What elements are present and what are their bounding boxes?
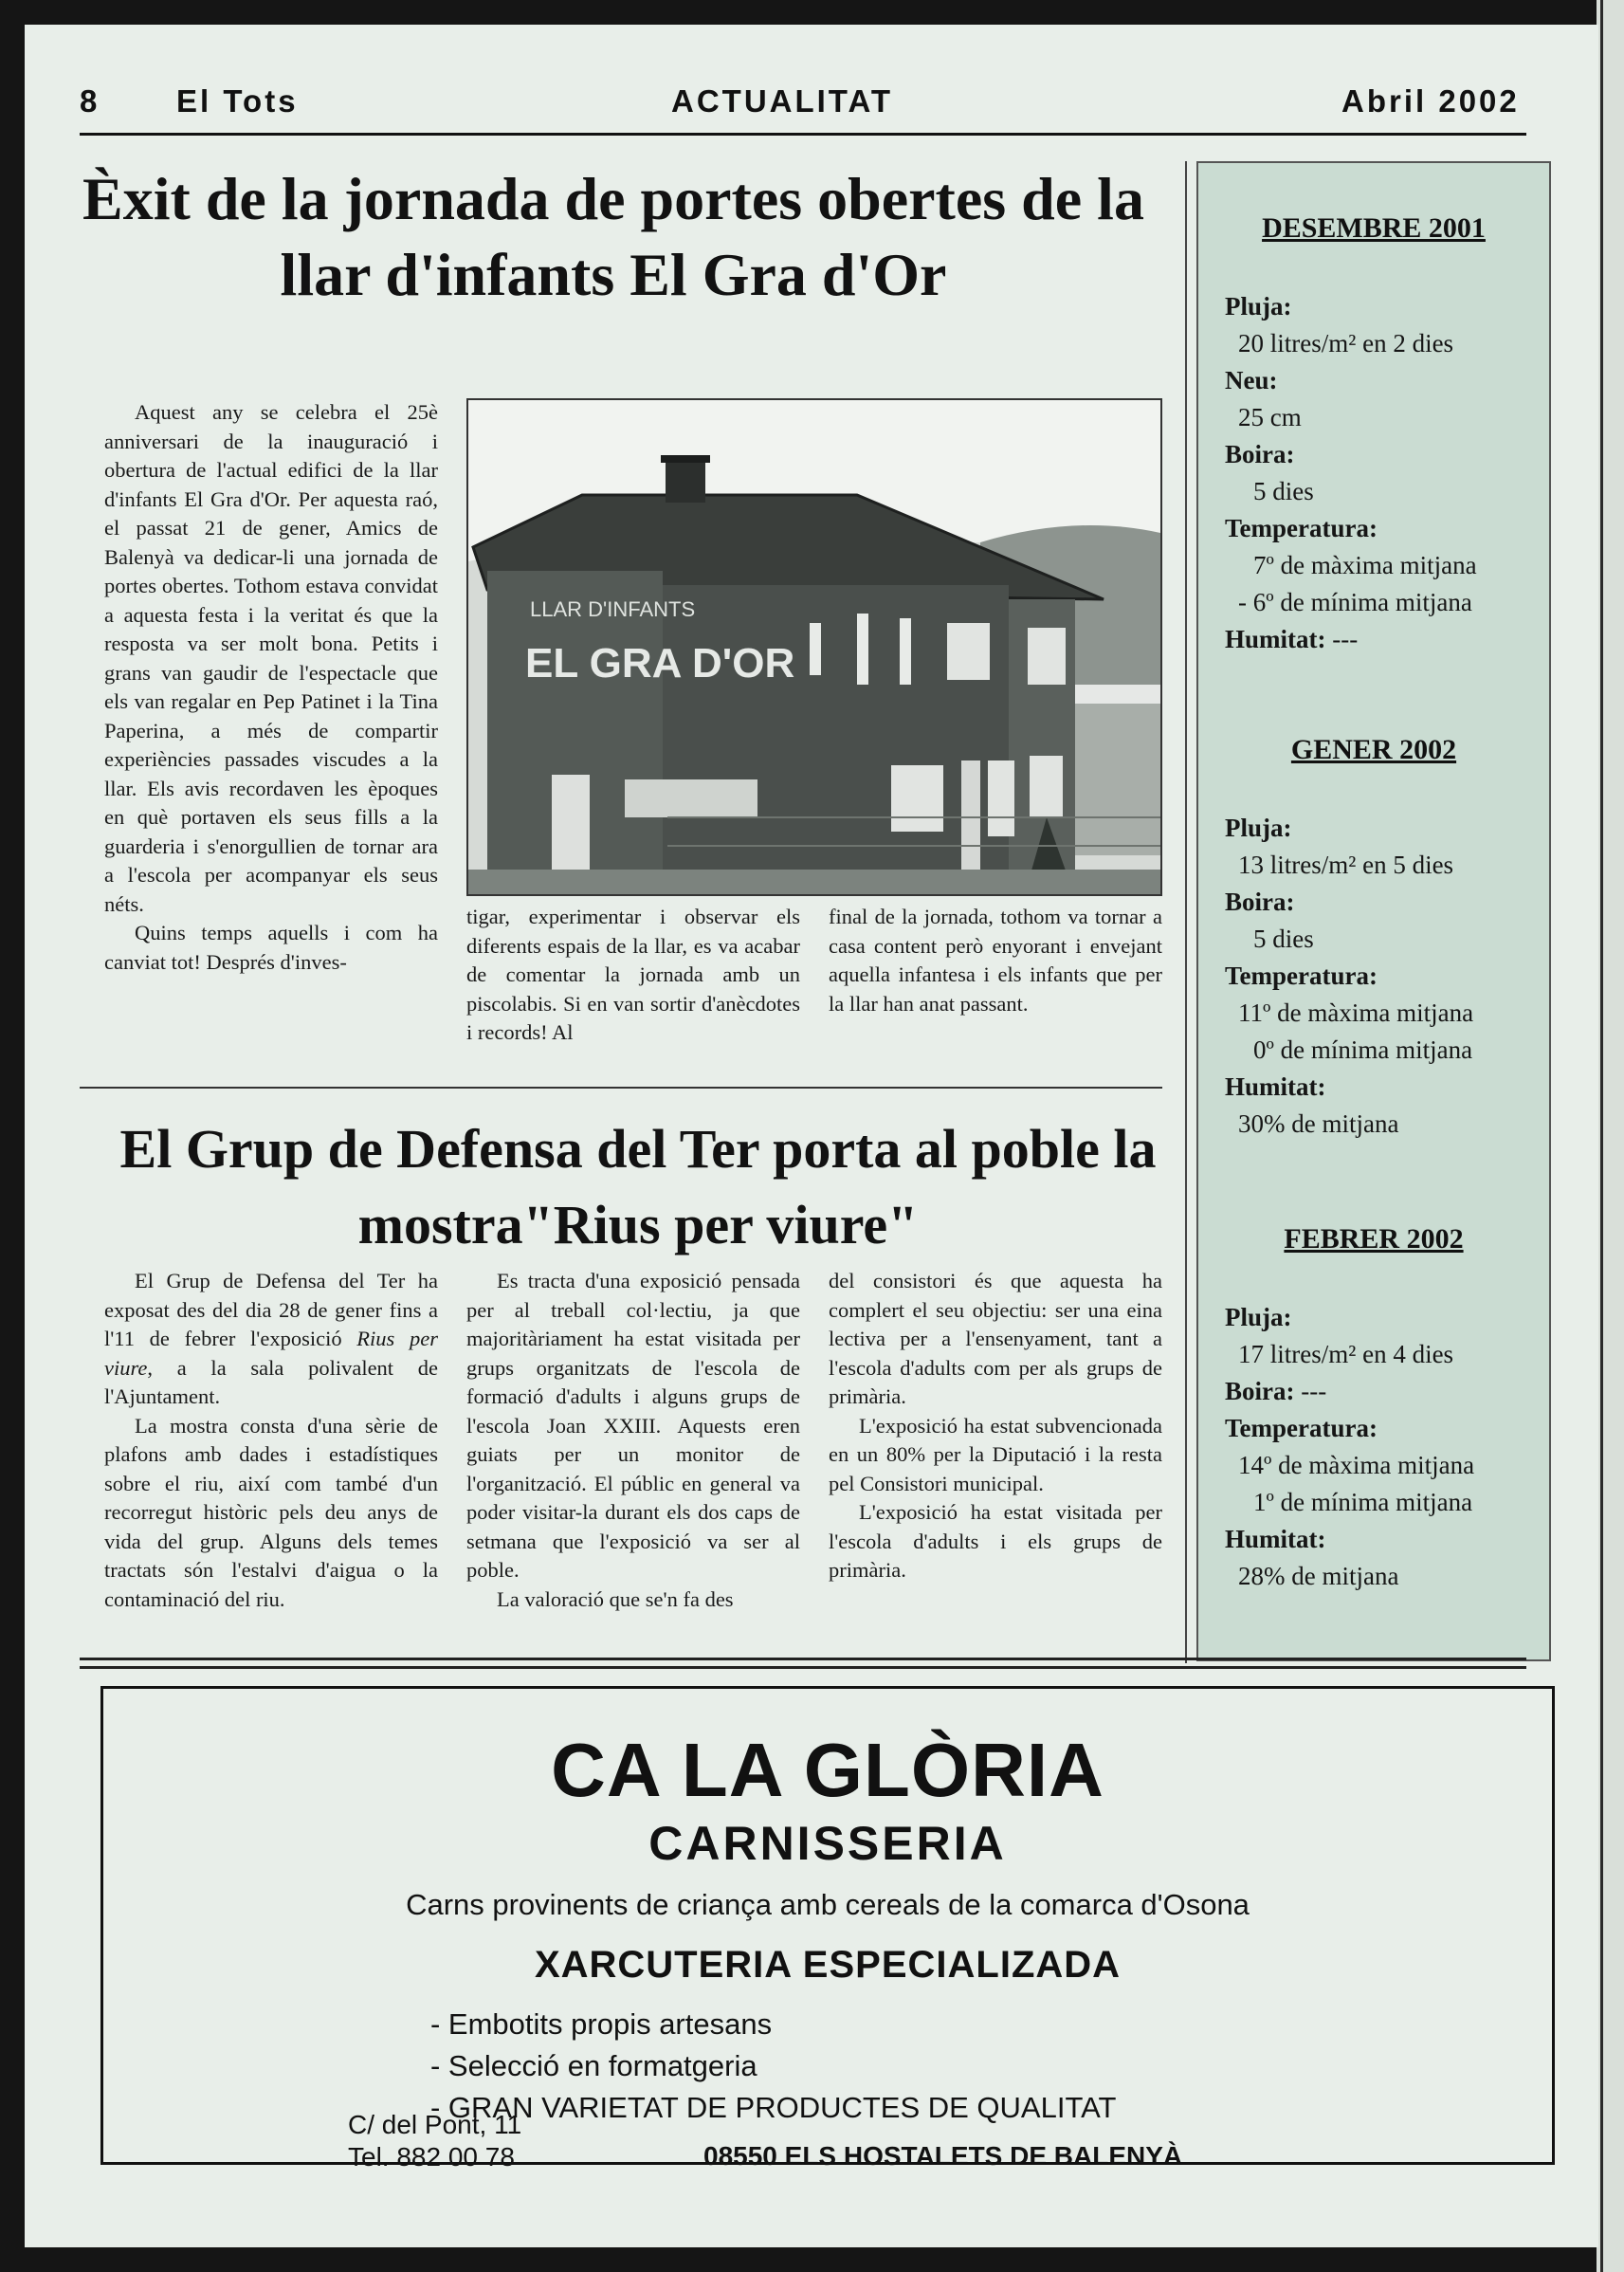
product-list [430, 2004, 1116, 2129]
ad-top-rule [80, 1658, 1526, 1660]
pluja-value: 20 litres/m² en 2 dies [1238, 329, 1454, 357]
article2-column-1 [104, 1267, 438, 1614]
pluja-label: Pluja: [1225, 814, 1292, 842]
month-heading-desembre: DESEMBRE 2001 [1262, 212, 1486, 244]
weather-list-gener [1225, 810, 1547, 1143]
temp-max-value: 14º de màxima mitjana [1238, 1451, 1475, 1479]
article1-paragraph: Quins temps aquells i com ha canviat tot! Després d'inves- [104, 921, 438, 974]
article2-column-3 [829, 1267, 1162, 1585]
butcher-advertisement [100, 1686, 1555, 2171]
section-name: ACTUALITAT [671, 83, 894, 119]
month-heading-febrer: FEBRER 2002 [1284, 1223, 1464, 1255]
boira-value: --- [1301, 1377, 1327, 1405]
adjacent-page-edge [1597, 0, 1624, 2272]
article1-headline: Èxit de la jornada de portes obertes de la llar d'infants El Gra d'Or [82, 165, 1144, 308]
article2-column-2 [466, 1267, 800, 1614]
shop-name: CA LA GLÒRIA [551, 1728, 1104, 1812]
weather-sidebar [1196, 161, 1551, 1661]
boira-value: 5 dies [1253, 477, 1314, 505]
column-rule [1185, 161, 1187, 1663]
temperatura-label: Temperatura: [1225, 1414, 1378, 1442]
pluja-value: 13 litres/m² en 5 dies [1238, 851, 1454, 879]
magazine-page [25, 25, 1598, 2247]
boira-value: 5 dies [1253, 925, 1314, 953]
photo-sign-line1: LLAR D'INFANTS [530, 597, 696, 621]
shop-phone: Tel. 882 00 78 [348, 2142, 515, 2171]
article1-paragraph: final de la jornada, tothom va tornar a casa content però enyorant i envejant aquella infantesa i els infants que per la llar han anat passant. [829, 905, 1162, 1016]
month-heading-gener: GENER 2002 [1290, 734, 1457, 765]
article2-text: El Grup de Defensa del Ter ha exposat des del dia 28 de gener fins a l'11 de febrer l'exposició [104, 1269, 438, 1350]
article2-paragraph: La valoració que se'n fa des [497, 1586, 734, 1611]
article1-paragraph: Aquest any se celebra el 25è anniversari de la inauguració i obertura de l'actual edifici de la llar d'infants El Gra d'Or. Per aquesta raó, el passat 21 de gener, Amics de Balenyà va dedicar-li una jornada de portes obertes. Tothom estava convidat a aquesta festa i la veritat és que la resposta va ser molt bona. Petits i grans van gaudir de l'espectacle que els van regalar en Pep Patinet i la Tina Paperina, a més de compartir experiències passades viscudes a la llar. Els avis recordaven les èpoques en què portaven els seus fills a la guarderia i s'enorgullien de tornar ara a l'escola per acompanyar els seus néts. [104, 400, 438, 916]
header-rule [80, 133, 1526, 136]
shop-specialty: XARCUTERIA ESPECIALIZADA [534, 1944, 1122, 1986]
article2-paragraph: Es tracta d'una exposició pensada per al treball col·lectiu, ja que majoritàriament ha estat visitada per grups organitzats de l'escola de formació d'adults i alguns grups de l'escola Joan XXIII. Aquests eren guiats per un monitor de l'organització. El públic en general va poder visitar-la durant els dos caps de setmana que l'exposició va ser al poble. [466, 1269, 800, 1582]
article2-paragraph: La mostra consta d'una sèrie de plafons amb dades i estadístiques sobre el riu, així com també d'un recorregut històric pels deu anys de vida del grup. Alguns dels temes tractats són l'estalvi d'aigua o la contaminació del riu. [104, 1413, 438, 1611]
boira-label: Boira: [1225, 888, 1295, 916]
article1-paragraph: tigar, experimentar i observar els diferents espais de la llar, es va acabar de comentar la jornada amb un piscolabis. Si en van sortir d'anècdotes i records! Al [466, 905, 800, 1044]
article1-column-3 [829, 903, 1162, 1018]
shop-tagline: Carns provinents de criança amb cereals de la comarca d'Osona [406, 1888, 1250, 1921]
product-item: - Selecció en formatgeria [430, 2049, 757, 2082]
boira-label: Boira: [1225, 1377, 1295, 1405]
temperatura-label: Temperatura: [1225, 962, 1378, 990]
article2-paragraph [104, 1267, 438, 1412]
humitat-value: --- [1332, 625, 1359, 653]
humitat-label: Humitat: [1225, 625, 1326, 653]
pluja-label: Pluja: [1225, 292, 1292, 321]
article2-paragraph: L'exposició ha estat subvencionada en un 80% per la Diputació i la resta pel Consistori municipal. [829, 1413, 1162, 1495]
neu-label: Neu: [1225, 366, 1278, 394]
temp-min-value: 0º de mínima mitjana [1253, 1035, 1473, 1064]
humitat-row [1225, 621, 1547, 658]
product-item: - GRAN VARIETAT DE PRODUCTES DE QUALITAT [430, 2091, 1117, 2124]
article2-headline: El Grup de Defensa del Ter porta al poble la mostra"Rius per viure" [119, 1118, 1157, 1255]
issue-date: Abril 2002 [1341, 83, 1520, 119]
photo-sign-line2: EL GRA D'OR [525, 640, 795, 687]
humitat-label: Humitat: [1225, 1525, 1326, 1553]
pluja-value: 17 litres/m² en 4 dies [1238, 1340, 1454, 1368]
article1-column-2 [466, 903, 800, 1048]
article2-text: , a la sala polivalent de l'Ajuntament. [104, 1355, 438, 1408]
shop-address: C/ del Pont, 11 [348, 2110, 522, 2139]
temp-min-value: - 6º de mínima mitjana [1238, 588, 1472, 616]
article-separator [80, 1087, 1162, 1089]
shop-town: 08550 ELS HOSTALETS DE BALENYÀ [703, 2141, 1183, 2171]
article2-paragraph: del consistori és que aquesta ha complert el seu objectiu: ser una eina lectiva per a l'ensenyament, tant a l'escola d'adults com per als grups de primària. [829, 1269, 1162, 1408]
boira-label: Boira: [1225, 440, 1295, 468]
nursery-building-photo [466, 398, 1162, 896]
temp-max-value: 11º de màxima mitjana [1238, 999, 1474, 1027]
page-number: 8 [80, 83, 100, 119]
running-header [80, 68, 1526, 127]
shop-type: CARNISSERIA [648, 1817, 1007, 1870]
publication-name: El Tots [176, 83, 299, 119]
temperatura-label: Temperatura: [1225, 514, 1378, 542]
ad-top-rule [80, 1666, 1526, 1669]
temp-min-value: 1º de mínima mitjana [1253, 1488, 1473, 1516]
temp-max-value: 7º de màxima mitjana [1253, 551, 1477, 579]
article1-column-1 [104, 398, 438, 977]
boira-row [1225, 1373, 1547, 1410]
weather-list-desembre [1225, 288, 1547, 658]
article2-paragraph: L'exposició ha estat visitada per l'escola d'adults i els grups de primària. [829, 1500, 1162, 1582]
humitat-value: 28% de mitjana [1238, 1562, 1399, 1590]
product-item: - Embotits propis artesans [430, 2007, 773, 2041]
shop-contact [348, 2109, 521, 2173]
pluja-label: Pluja: [1225, 1303, 1292, 1331]
building-photo-image [468, 400, 1160, 894]
weather-list-febrer [1225, 1299, 1547, 1595]
neu-value: 25 cm [1238, 403, 1302, 431]
humitat-value: 30% de mitjana [1238, 1109, 1399, 1138]
exhibition-title: Rius per viure [104, 1327, 439, 1380]
humitat-label: Humitat: [1225, 1072, 1326, 1101]
